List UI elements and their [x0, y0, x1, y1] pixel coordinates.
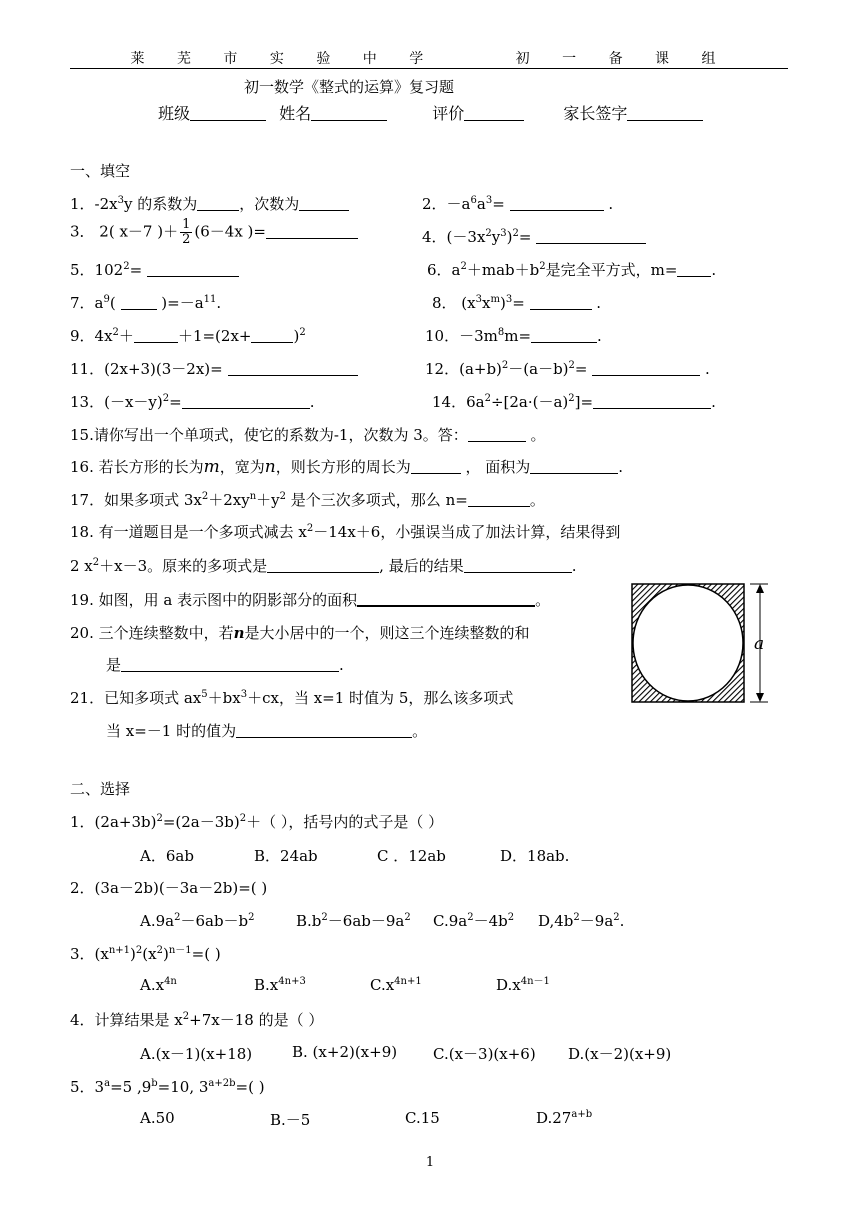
q6-blank[interactable] — [677, 262, 711, 277]
parent-field[interactable] — [627, 106, 703, 121]
choice-1-option-b[interactable]: B．24ab — [254, 847, 318, 865]
question-2: 2．$-a^6a^3=$ . — [422, 195, 614, 213]
section-choice-heading: 二、选择 — [70, 780, 131, 798]
choice-4-option-b[interactable]: B. (x+2)(x+9) — [292, 1043, 398, 1061]
section-fill-heading: 一、填空 — [70, 162, 131, 180]
page-title: 初一数学《整式的运算》复习题 — [244, 78, 455, 96]
q9-blank-2[interactable] — [251, 328, 293, 343]
choice-2: 2．(3a－2b)(－3a－2b)=( ) — [70, 879, 268, 897]
q1-blank-coef[interactable] — [197, 196, 239, 211]
header-rule — [70, 68, 788, 69]
choice-5: 5．$3^a=5$ ,9$^b$=10, $3^{a+2b}=$( ) — [70, 1078, 265, 1096]
page-header — [0, 48, 860, 68]
question-16: 16. 若长方形的长为m，宽为n，则长方形的周长为 ， 面积为 . — [70, 457, 624, 477]
question-19: 19. 如图，用 a 表示图中的阴影部分的面积 。 — [70, 591, 551, 609]
q7-blank[interactable] — [121, 295, 157, 310]
shaded-square-circle-figure — [628, 582, 774, 706]
class-field[interactable] — [190, 106, 266, 121]
question-1: 1．$-2x^3y$ 的系数为 ，次数为 — [70, 193, 349, 214]
choice-1-option-d[interactable]: D．18ab. — [500, 847, 570, 865]
class-label: 班级 — [158, 104, 191, 123]
question-20-line2: 是 . — [106, 656, 344, 674]
choice-3-option-c[interactable]: $C.x^{4n+1}$ — [370, 976, 422, 994]
question-9: 9．$4x^2+ +1=(2x+ )^2$ — [70, 327, 306, 345]
q16-blank-perimeter[interactable] — [411, 459, 461, 474]
question-3: 3． 2( x－7 )＋ $\frac{1}{2}$ (6－4x )= — [70, 218, 358, 247]
q11-blank[interactable] — [228, 361, 358, 376]
choice-4-option-a[interactable]: A.(x－1)(x+18) — [140, 1045, 253, 1063]
question-18-line2: 2 $x^2+x-3$。原来的多项式是 , 最后的结果 . — [70, 557, 577, 575]
choice-5-option-b[interactable]: B.－5 — [270, 1111, 311, 1129]
info-line — [158, 101, 703, 124]
q8-blank[interactable] — [530, 295, 592, 310]
name-label: 姓名 — [279, 104, 312, 123]
question-6: 6．$a^2+mab+b^2$是完全平方式，m= . — [427, 261, 717, 279]
figure-side-label: a — [754, 634, 765, 654]
q21-blank[interactable] — [236, 723, 412, 738]
fraction-half: $\frac{1}{2}$ — [182, 217, 191, 247]
q19-blank[interactable] — [357, 591, 535, 607]
q10-blank[interactable] — [531, 328, 597, 343]
choice-3-option-b[interactable]: $B.x^{4n+3}$ — [254, 976, 306, 994]
choice-4-option-c[interactable]: C.(x－3)(x+6) — [433, 1045, 536, 1063]
choice-2-option-d[interactable]: $D,4b^2-9a^2$. — [538, 912, 625, 930]
school-name: 莱 芜 市 实 验 中 学 — [130, 51, 438, 67]
question-21-line2: 当 x=－1 时的值为 。 — [106, 722, 428, 740]
arrow-up-icon — [756, 584, 764, 593]
question-14: 14．$6a^2\div[2a\cdot(-a)^2]=$ . — [432, 393, 716, 411]
parent-label: 家长签字 — [563, 104, 628, 123]
question-7: 7．$a^9$( )$=-a^{11}$. — [70, 294, 222, 312]
question-11: 11．(2x+3)(3－2x)= — [70, 358, 358, 379]
arrow-down-icon — [756, 693, 764, 702]
q5-blank[interactable] — [147, 262, 239, 277]
q3-blank[interactable] — [266, 224, 358, 239]
question-21-line1: 21．已知多项式 $ax^5+bx^3+cx$，当 x=1 时值为 5，那么该多项式 — [70, 689, 514, 707]
choice-5-option-a[interactable]: A.50 — [140, 1109, 175, 1127]
q12-blank[interactable] — [592, 361, 700, 376]
name-field[interactable] — [311, 106, 387, 121]
question-12: 12．$(a+b)^2-(a-b)^2=$ . — [425, 360, 710, 378]
q18-blank-result[interactable] — [464, 558, 572, 573]
choice-3-option-a[interactable]: $A.x^{4n}$ — [140, 976, 177, 994]
choice-1-option-c[interactable]: C ．12ab — [377, 847, 446, 865]
question-18-line1: 18. 有一道题目是一个多项式减去 $x^2-14x+6$，小强误当成了加法计算，结果得到 — [70, 523, 621, 541]
q1-blank-degree[interactable] — [299, 196, 349, 211]
question-13: 13．$(-x-y)^2=$ . — [70, 393, 315, 411]
group-name: 初 一 备 课 组 — [515, 51, 730, 67]
q15-blank[interactable] — [468, 427, 526, 442]
question-15: 15.请你写出一个单项式，使它的系数为-1，次数为 3。答： 。 — [70, 426, 546, 444]
choice-5-option-d[interactable]: $D.27^{a+b}$ — [536, 1109, 593, 1127]
question-20-line1: 20. 三个连续整数中，若n是大小居中的一个，则这三个连续整数的和 — [70, 624, 530, 642]
q13-blank[interactable] — [182, 394, 310, 409]
choice-1-option-a[interactable]: A．6ab — [140, 847, 194, 865]
q20-blank[interactable] — [121, 657, 339, 672]
choice-5-option-c[interactable]: C.15 — [405, 1109, 440, 1127]
q14-blank[interactable] — [593, 394, 711, 409]
choice-3: 3．$(x^{n+1})^2(x^2)^{n-1}=$( ) — [70, 945, 221, 963]
grade-field[interactable] — [464, 106, 524, 121]
choice-2-option-a[interactable]: $A.9a^2-6ab-b^2$ — [140, 912, 255, 930]
page-number: 1 — [425, 1155, 435, 1170]
choice-4: 4．计算结果是 $x^2+7x-18$ 的是（ ） — [70, 1011, 324, 1029]
q9-blank-1[interactable] — [134, 328, 178, 343]
question-10: 10．$-3m^8m=$ . — [425, 327, 602, 345]
choice-1: 1．$(2a+3b)^2=(2a-3b)^2+$（ ），括号内的式子是（ ） — [70, 813, 444, 831]
choice-2-option-b[interactable]: $B.b^2-6ab-9a^2$ — [296, 912, 411, 930]
grade-label: 评价 — [432, 104, 465, 123]
choice-4-option-d[interactable]: D.(x－2)(x+9) — [568, 1045, 672, 1063]
q17-blank[interactable] — [468, 492, 530, 507]
question-17: 17．如果多项式 $3x^2+2xy^n+y^2$ 是个三次多项式，那么 n= 。 — [70, 491, 545, 509]
q18-blank-original[interactable] — [267, 558, 379, 573]
question-8: 8． $(x^3x^m)^3=$ . — [432, 294, 602, 312]
question-4: 4．$(-3x^2y^3)^2=$ — [422, 226, 646, 247]
q16-blank-area[interactable] — [530, 459, 618, 474]
inscribed-circle — [633, 585, 743, 701]
q2-blank[interactable] — [510, 196, 604, 211]
choice-3-option-d[interactable]: $D.x^{4n-1}$ — [496, 976, 550, 994]
question-5: 5．$102^2=$ — [70, 259, 239, 280]
choice-2-option-c[interactable]: $C.9a^2-4b^2$ — [433, 912, 515, 930]
q4-blank[interactable] — [536, 229, 646, 244]
